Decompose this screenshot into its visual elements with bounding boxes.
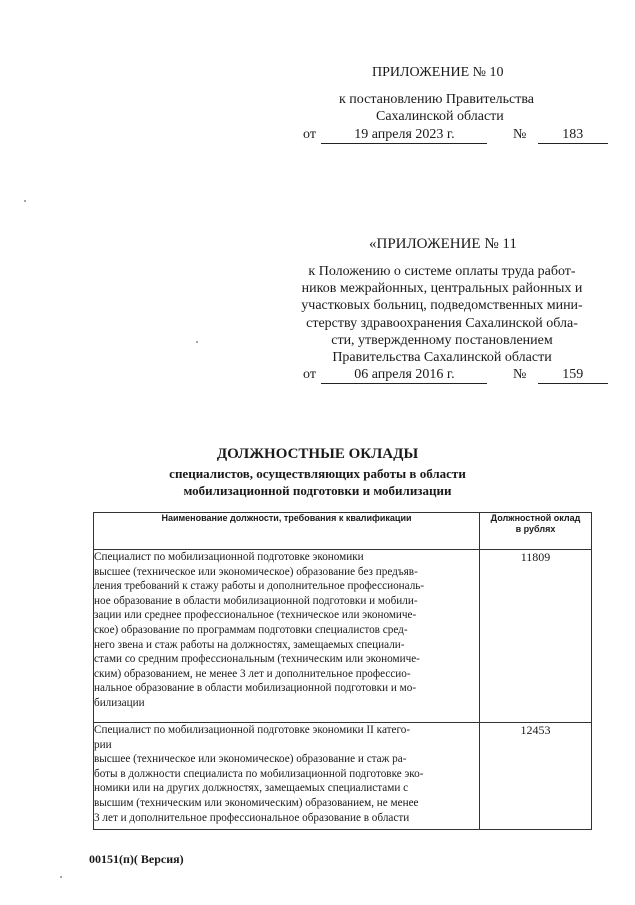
quoted-line: участковых больниц, подведомственных мини- [301, 298, 583, 314]
position-description [94, 723, 480, 830]
quoted-number: 159 [538, 366, 608, 384]
description-line: стами со средним профессиональным (техническим или экономиче- [94, 653, 420, 666]
scan-speck [24, 200, 26, 202]
quoted-line: к Положению о системе оплаты труда работ- [308, 264, 576, 279]
table-row [94, 550, 592, 723]
quoted-line: Правительства Сахалинской области [332, 350, 552, 366]
quoted-line: ников межрайонных, центральных районных и [301, 281, 583, 297]
description-line: ления требований к стажу работы и дополнительное профессиональ- [94, 580, 425, 593]
appendix-date: 19 апреля 2023 г. [321, 126, 487, 144]
col-salary-header-line1: Должностной оклад [490, 513, 581, 523]
description-line: номики или на других должностях, замещаемых специалистами с [94, 782, 409, 795]
description-line: боты в должности специалиста по мобилизационной подготовке эко- [94, 767, 424, 780]
number-label: № [512, 127, 527, 142]
appendix-ref-line1: к постановлению Правительства [339, 92, 535, 107]
salary-table [93, 512, 592, 830]
quoted-date: 06 апреля 2016 г. [321, 366, 487, 384]
footer-code: 00151(п)( Версия) [89, 852, 184, 866]
appendix-number: 183 [538, 126, 608, 144]
description-line: ским) образованием, не менее 3 лет и дополнительное профессио- [94, 667, 411, 680]
description-line: зации или среднее профессиональное (техническое или экономиче- [94, 609, 417, 622]
page-subtitle-line2: мобилизационной подготовки и мобилизации [183, 483, 452, 498]
description-line: нальное образование в области мобилизационной подготовки и мо- [94, 682, 417, 695]
description-line: Специалист по мобилизационной подготовке экономики II катего- [94, 724, 411, 736]
quoted-appendix-title: «ПРИЛОЖЕНИЕ № 11 [369, 236, 517, 252]
appendix-date-line [303, 126, 608, 144]
table-row [94, 723, 592, 830]
scan-speck [60, 876, 62, 878]
appendix-ref-line2: Сахалинской области [376, 109, 504, 124]
quoted-line: сти, утвержденному постановлением [331, 332, 553, 348]
description-line: 3 лет и дополнительное профессиональное образование в области [94, 811, 410, 824]
description-line: него звена и стаж работы на должностях, замещаемых специали- [94, 638, 405, 651]
page-title: ДОЛЖНОСТНЫЕ ОКЛАДЫ [216, 446, 419, 462]
appendix-title: ПРИЛОЖЕНИЕ № 10 [372, 65, 504, 80]
quoted-appendix-text [292, 263, 592, 366]
description-line: ское) образование по программам подготовки специалистов сред- [94, 623, 408, 636]
position-description [94, 550, 480, 723]
from-label: от [303, 367, 316, 382]
quoted-date-line [303, 366, 608, 384]
description-line: Специалист по мобилизационной подготовке экономики [94, 551, 364, 563]
description-line: рии [94, 738, 112, 751]
quoted-line: стерству здравоохранения Сахалинской обла- [306, 315, 578, 331]
col-name-header: Наименование должности, требования к квалификации [94, 513, 480, 550]
description-line: высшее (техническое или экономическое) образование без предъяв- [94, 565, 418, 578]
description-line: высшее (техническое или экономическое) образование и стаж ра- [94, 753, 407, 766]
salary-value: 11809 [480, 550, 592, 723]
description-line: ное образование в области мобилизационной подготовки и мобили- [94, 594, 418, 607]
from-label: от [303, 127, 316, 142]
col-salary-header [480, 513, 592, 550]
description-line: высшим (техническим или экономическим) образованием, не менее [94, 796, 419, 809]
scan-speck [196, 341, 198, 343]
page-subtitle-line1: специалистов, осуществляющих работы в области [169, 466, 466, 481]
salary-value: 12453 [480, 723, 592, 830]
table-header-row [94, 513, 592, 550]
col-salary-header-line2: в рублях [515, 524, 556, 534]
number-label: № [512, 367, 527, 382]
description-line: билизации [94, 696, 145, 709]
